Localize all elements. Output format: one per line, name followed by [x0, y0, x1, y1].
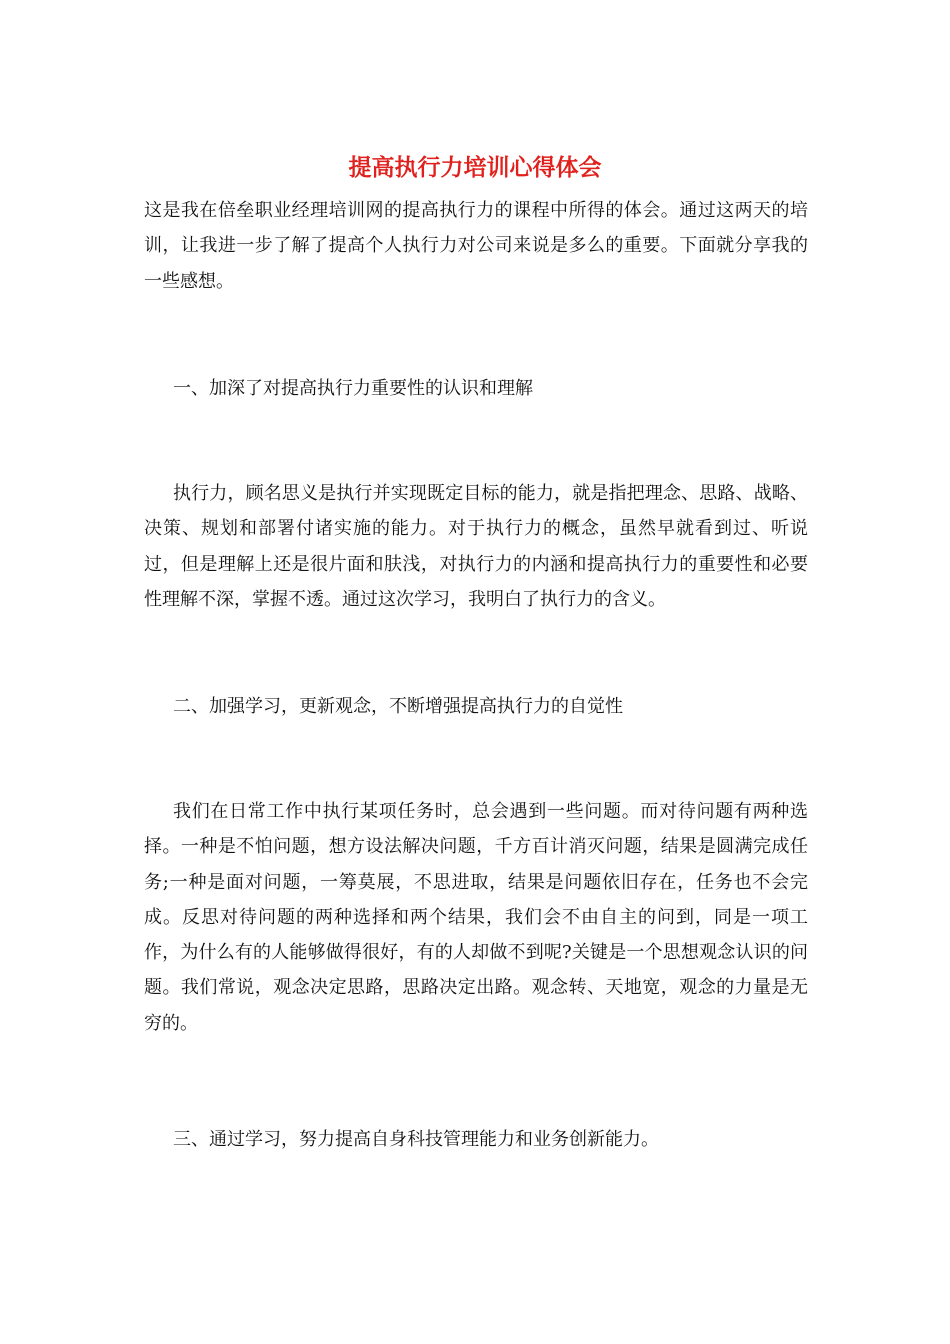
- section-2-heading: 二、加强学习，更新观念，不断增强提高执行力的自觉性: [173, 696, 623, 717]
- section-1-heading: 一、加深了对提高执行力重要性的认识和理解: [173, 378, 533, 399]
- section-3-heading: 三、通过学习，努力提高自身科技管理能力和业务创新能力。: [173, 1129, 659, 1150]
- section-2-body: 我们在日常工作中执行某项任务时，总会遇到一些问题。而对待问题有两种选择。一种是不怕问题，想方设法解决问题，千方百计消灭问题，结果是圆满完成任务;一种是面对问题，一筹莫展，不思进取，结果是问题依旧存在，任务也不会完成。反思对待问题的两种选择和两个结果，我们会不由自主的问到，同是一项工作，为什么有的人能够做得很好，有的人却做不到呢?关键是一个思想观念认识的问题。我们常说，观念决定思路，思路决定出路。观念转、天地宽，观念的力量是无穷的。: [144, 801, 808, 1034]
- document-title: 提高执行力培训心得体会: [348, 154, 602, 181]
- section-1-body: 执行力，顾名思义是执行并实现既定目标的能力，就是指把理念、思路、战略、决策、规划和部署付诸实施的能力。对于执行力的概念，虽然早就看到过、听说过，但是理解上还是很片面和肤浅，对执行力的内涵和提高执行力的重要性和必要性理解不深，掌握不透。通过这次学习，我明白了执行力的含义。: [144, 483, 808, 610]
- intro-paragraph: 这是我在倍垒职业经理培训网的提高执行力的课程中所得的体会。通过这两天的培训，让我进一步了解了提高个人执行力对公司来说是多么的重要。下面就分享我的一些感想。: [144, 200, 808, 292]
